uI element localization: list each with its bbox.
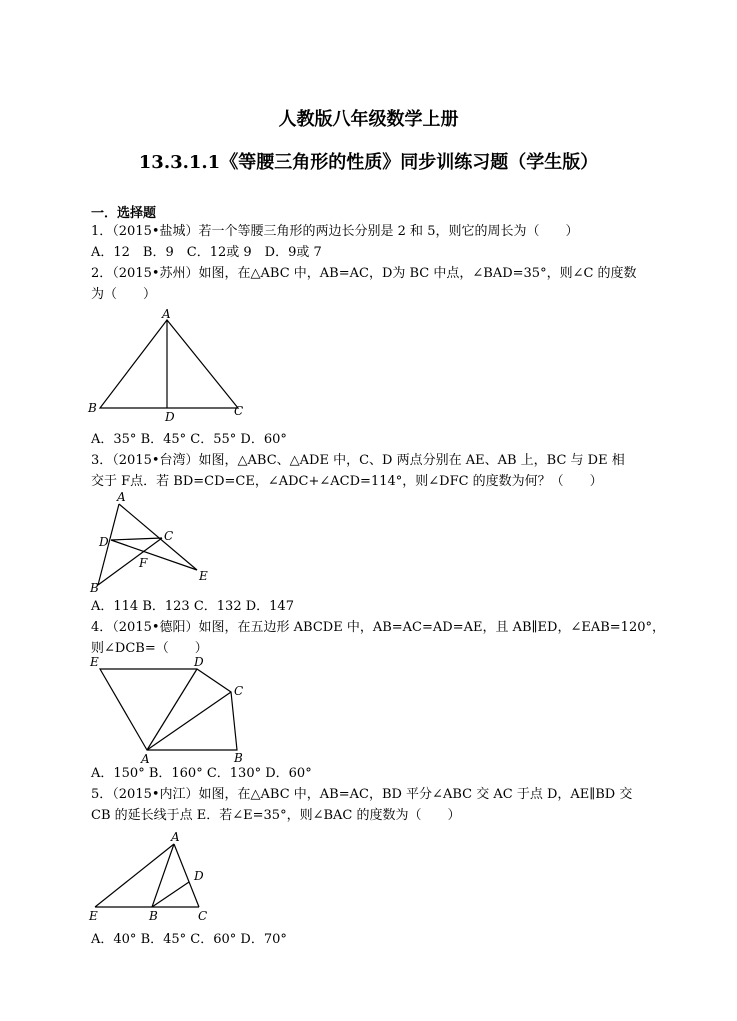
label-f: F <box>139 556 148 570</box>
question-3-stem-line-2: 交于 F点．若 BD=CD=CE，∠ADC+∠ACD=114°，则∠DFC 的度数为何？（ ） <box>91 474 603 489</box>
question-3-figure <box>85 490 225 600</box>
label-e: E <box>199 569 208 583</box>
question-1-options: A．12 B．9 C．12或 9 D．9或 7 <box>91 245 322 260</box>
page-title: 人教版八年级数学上册 <box>278 109 459 130</box>
label-e: E <box>89 909 98 923</box>
label-c: C <box>234 684 244 698</box>
triangle-abc <box>100 320 238 408</box>
label-d: D <box>165 410 175 424</box>
label-a: A <box>171 830 180 844</box>
question-4-figure <box>85 655 255 770</box>
question-2-figure <box>85 308 255 428</box>
segment-dc <box>111 538 162 540</box>
label-a: A <box>117 490 126 504</box>
question-2-stem-line-1: 2．（2015•苏州）如图，在△ABC 中，AB=AC，D为 BC 中点，∠BAD=35°，则∠C 的度数 <box>91 266 637 281</box>
label-b: B <box>234 751 243 765</box>
question-5-stem-line-1: 5．（2015•内江）如图，在△ABC 中，AB=AC，BD 平分∠ABC 交 AC 于点 D，AE∥BD 交 <box>91 787 633 802</box>
label-c: C <box>234 404 244 418</box>
label-d: D <box>194 655 204 669</box>
question-2-options: A．35° B．45° C．55° D．60° <box>91 432 287 447</box>
question-1-stem: 1．（2015•盐城）若一个等腰三角形的两边长分别是 2 和 5，则它的周长为（ ） <box>91 224 579 239</box>
question-4-stem-line-1: 4．（2015•德阳）如图，在五边形 ABCDE 中，AB=AC=AD=AE，且 AB∥ED，∠EAB=120°， <box>91 620 665 635</box>
label-a: A <box>162 307 171 321</box>
label-b: B <box>88 401 97 415</box>
question-5-options: A．40° B．45° C．60° D．70° <box>91 932 287 947</box>
question-5-stem-line-2: CB 的延长线于点 E．若∠E=35°，则∠BAC 的度数为（ ） <box>91 808 461 823</box>
label-c: C <box>164 529 174 543</box>
label-d: D <box>194 869 204 883</box>
question-5-figure <box>85 828 235 928</box>
question-2-stem-line-2: 为（ ） <box>91 287 157 302</box>
question-3-options: A．114 B．123 C．132 D．147 <box>91 599 294 614</box>
question-4-options: A．150° B．160° C．130° D．60° <box>91 766 312 781</box>
section-heading: 一．选择题 <box>91 206 157 221</box>
question-4-stem-line-2: 则∠DCB=（ ） <box>91 641 208 656</box>
label-e: E <box>90 655 99 669</box>
segment-ae <box>119 504 197 570</box>
segment-bd <box>152 882 189 907</box>
segment-ad <box>147 669 197 750</box>
label-a: A <box>141 752 150 766</box>
question-3-stem-line-1: 3．（2015•台湾）如图，△ABC、△ADE 中，C、D 两点分别在 AE、AB 上，BC 与 DE 相 <box>91 453 625 468</box>
label-b: B <box>90 581 99 595</box>
page-subtitle: 13.3.1.1《等腰三角形的性质》同步训练习题（学生版） <box>138 152 599 173</box>
segment-ac <box>147 692 231 750</box>
label-c: C <box>198 909 208 923</box>
pentagon-abcde <box>100 669 237 750</box>
label-d: D <box>99 535 109 549</box>
label-b: B <box>149 909 158 923</box>
segment-ea <box>95 844 174 907</box>
